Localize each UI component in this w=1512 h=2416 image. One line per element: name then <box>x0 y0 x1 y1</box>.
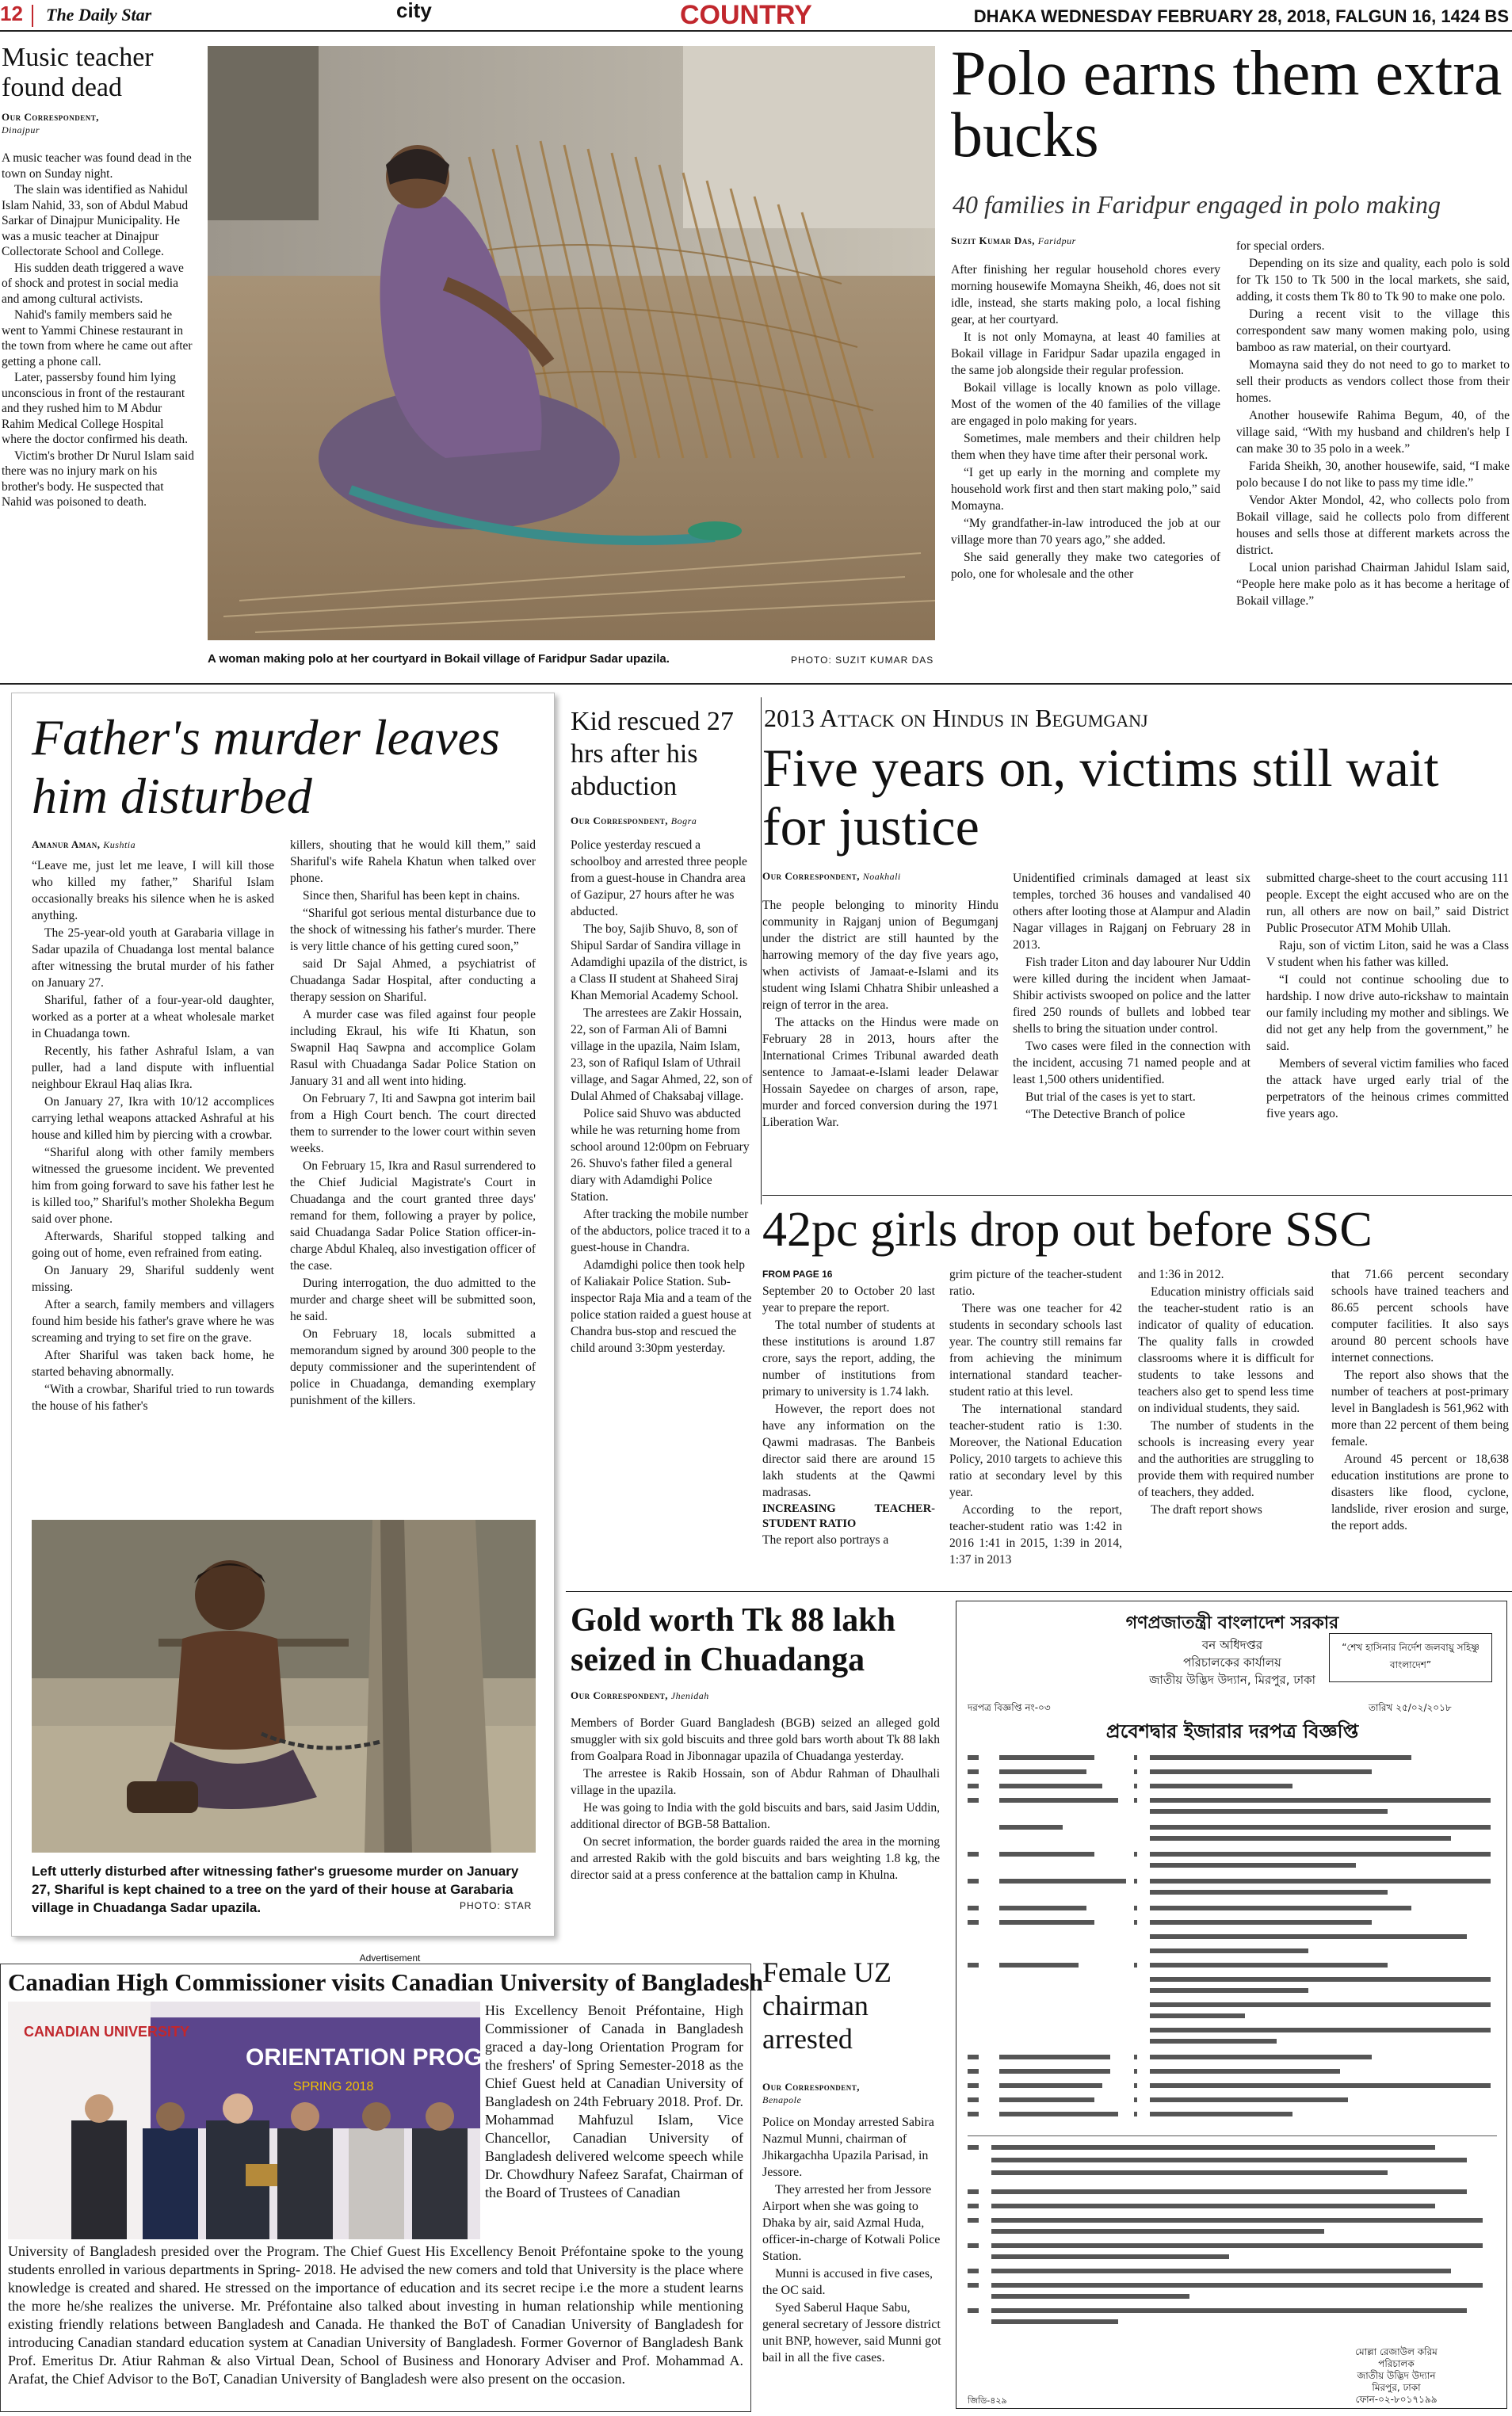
tender-signer-office: জাতীয় উদ্ভিদ উদ্যান <box>1357 2370 1436 2381</box>
father-headline: Father's murder leaves him disturbed <box>32 709 500 824</box>
father-paragraph: On January 27, Ikra with 10/12 accomplices carrying lethal weapons attacked Ashraful at his house and killed him by piercing with a crowbar. <box>32 1095 274 1142</box>
father-col-1 <box>32 857 274 1415</box>
polo-col-2 <box>1236 238 1510 610</box>
ad-label: Advertisement <box>359 1952 421 1964</box>
tender-title: প্রবেশদ্বার ইজারার দরপত্র বিজ্ঞপ্তি <box>1105 1720 1359 1742</box>
girls-paragraph: that 71.66 percent secondary schools have trained teachers and 86.65 percent schools have computer facilities. It also says around 80 percent schools have internet connections. <box>1331 1268 1509 1364</box>
tender-date: তারিখ ২৫/০২/২০১৮ <box>1369 1702 1452 1713</box>
hindus-paragraph: Members of several victim families who faced the attack have urged early trial of the perpetrators of the heinous crimes committed five years ago. <box>1266 1057 1509 1120</box>
polo-paragraph: She said generally they make two categories of polo, one for wholesale and the other <box>951 551 1220 581</box>
father-paragraph: On February 15, Ikra and Rasul surrendered to the Chief Judicial Magistrate's Court in Chuadanga and the court granted three days' remand for them, following a prayer by police, said Chuadanga Sadar Police Station officer-in-charge Abdul Khaleq, also investigation officer of the case. <box>290 1159 536 1273</box>
tender-signer-place: মিরপুর, ঢাকা <box>1372 2382 1421 2393</box>
city-label: city <box>396 0 432 22</box>
music-paragraph: A music teacher was found dead in the town on Sunday night. <box>2 151 192 181</box>
girls-col-3 <box>1138 1266 1314 1519</box>
polo-paragraph: for special orders. <box>1236 239 1325 253</box>
kid-byline: Our Correspondent, Bogra <box>571 815 697 826</box>
father-caption: Left utterly disturbed after witnessing father's gruesome murder on January 27, Shariful is kept chained to a tree on the yard of their house at Garabaria village in Chuadanga Sadar upazila. <box>32 1864 519 1915</box>
page-number: 12 <box>0 2 23 25</box>
girls-paragraph: However, the report does not have any information on the Qawmi madrasas. The Banbeis director said there are around 15 lakh students at the Qawmi madrasas. <box>762 1403 935 1499</box>
music-byline: Our Correspondent, Dinajpur <box>2 111 100 135</box>
tender-code: জিডি-৪২৯ <box>968 2395 1007 2406</box>
polo-paragraph: It is not only Momayna, at least 40 families at Bokail village in Faridpur Sadar upazila engaged in the same job alongside their regular profession. <box>951 330 1220 377</box>
girls-paragraph: The number of students in the schools is increasing every year and the authorities are struggling to provide them with required number of teachers, they added. <box>1138 1419 1314 1499</box>
uz-paragraph: Munni is accused in five cases, the OC said. <box>762 2267 934 2297</box>
gold-rule <box>566 1591 1512 1592</box>
hindus-kicker: 2013 Attack on Hindus in Begumganj <box>764 704 1148 732</box>
polo-paragraph: Bokail village is locally known as polo village. Most of the women of the 40 families of the village are engaged in polo making for years. <box>951 381 1220 428</box>
polo-credit: PHOTO: SUZIT KUMAR DAS <box>791 655 934 666</box>
kid-paragraph: The boy, Sajib Shuvo, 8, son of Shipul Sardar of Sandira village in Adamdighi upazila of the district, is a Class II student at Shaheed Siraj Khan Memorial Academy School. <box>571 922 747 1002</box>
father-paragraph: During interrogation, the duo admitted to the murder and charge sheet will be submitted soon, he said. <box>290 1277 536 1323</box>
page-header <box>0 0 1512 32</box>
girls-paragraph: There was one teacher for 42 students in secondary schools last year. The country still remains far from achieving the minimum international standard teacher-student ratio at this level. <box>949 1302 1122 1399</box>
uz-byline: Our Correspondent, Benapole <box>762 2081 861 2105</box>
polo-headline: Polo earns them extra bucks <box>951 39 1502 170</box>
father-paragraph: “Leave me, just let me leave, I will kill those who killed my father,” Shariful Islam occasionally breaks his silence when he is asked anything. <box>32 859 274 922</box>
paper-name: The Daily Star <box>46 5 152 25</box>
father-paragraph: On February 7, Iti and Sawpna got interim bail from a High Court bench. The court directed them to surrender to the lower court within seven weeks. <box>290 1092 536 1155</box>
hindus-paragraph: Fish trader Liton and day labourer Nur Uddin were killed during the incident when Jamaat-Shibir activists swooped on police and the latter fired 250 rounds of bullets and lobbed tear shells to bring the situation under control. <box>1013 956 1250 1036</box>
hindus-paragraph: But trial of the cases is yet to start. <box>1025 1090 1196 1104</box>
hindus-paragraph: Raju, son of victim Liton, said he was a Class V student when his father was killed. <box>1266 939 1509 969</box>
girls-paragraph: The report also portrays a <box>762 1533 889 1547</box>
uz-headline: Female UZ chairman arrested <box>762 1956 892 2055</box>
uz-paragraph: They arrested her from Jessore Airport when she was going to Dhaka by air, said Azmal Huda, officer-in-charge of Kotwali Police Station. <box>762 2183 941 2263</box>
polo-caption: A woman making polo at her courtyard in Bokail village of Faridpur Sadar upazila. <box>208 652 670 666</box>
ad-body: University of Bangladesh presided over the Program. The Chief Guest His Excellency Benoit Préfontaine spoke to the young students enrolled in various departments in Spring- 2018. He advised the new comers and told that University is the place where knowledge is created and shared. He stressed on the importance of education and its secret recipe i.e the more a student learns the more he/she realizes the universe. Mr. Préfontaine also talked about investing in human relationship while mentioning existing friendly relations between Bangladesh and Canada. He thanked the BoT of Canadian University of Bangladesh for introducing Canadian standard education system at Canadian University of Bangladesh. Former Governor of Bangladesh Bank Prof. Emeritus Dr. Atiur Rahman & also Virtual Dean, School of Business and Honorary Adviser and Prof. Mohammad A. Arafat, the Chief Advisor to the BoT, Canadian University of Bangladesh were also present on the occasion. <box>8 2243 743 2387</box>
father-paragraph: Afterwards, Shariful stopped talking and going out of home, even refrained from eating. <box>32 1230 274 1260</box>
father-paragraph: After Shariful was taken back home, he started behaving abnormally. <box>32 1349 274 1379</box>
polo-paragraph: “I get up early in the morning and complete my household work first and then start making polo,” said Momayna. <box>951 466 1220 513</box>
gold-body <box>571 1715 940 1884</box>
father-paragraph: On January 29, Shariful suddenly went missing. <box>32 1264 274 1294</box>
music-paragraph: Later, passersby found him lying unconscious in front of the restaurant and they rushed him to M Abdur Rahim Medical College Hospital where the doctor confirmed his death. <box>2 371 188 446</box>
hindus-paragraph: submitted charge-sheet to the court accusing 111 people. Except the eight accused who are on the run, all others are now on bail,” said District Public Prosecutor ATM Mohib Ullah. <box>1266 872 1509 935</box>
uz-body <box>762 2114 946 2367</box>
tender-memo: দরপত্র বিজ্ঞপ্তি নং-০৩ <box>968 1702 1051 1713</box>
girls-col-2 <box>949 1266 1122 1569</box>
tender-signer-phone: ফোন-০২-৮০১৭১৯৯ <box>1355 2394 1438 2405</box>
music-paragraph: The slain was identified as Nahidul Islam Nahid, 33, son of Abdul Mabud Sarkar of Dinajpur Municipality. He was a music teacher at Dinajpur Collectorate School and College. <box>2 183 189 258</box>
tender-notice <box>956 1601 1507 2409</box>
polo-paragraph: Depending on its size and quality, each polo is sold for Tk 150 to Tk 500 in the local markets, she said, adding, it costs them Tk 80 to Tk 90 to make one polo. <box>1236 257 1510 303</box>
kid-paragraph: The arrestees are Zakir Hossain, 22, son of Farman Ali of Bamni village in the upazila, Naim Islam, 23, son of Rafiqul Islam of Uthrail village, and Sagar Ahmed, 22, son of Dulal Ahmed of Chaksabaj village. <box>571 1006 753 1103</box>
gold-paragraph: On secret information, the border guards raided the area in the morning and arrested Rakib with the gold biscuits and bars weighting 1.8 kg, the director said at a press conference at the battalion camp in Khulna. <box>571 1835 940 1882</box>
uz-paragraph: Syed Saberul Haque Sabu, general secretary of Jessore district unit BNP, however, said Munni got bail in all the five cases. <box>762 2301 941 2364</box>
hindus-col-1 <box>762 897 998 1132</box>
father-col-2 <box>290 837 536 1410</box>
kid-paragraph: Police yesterday rescued a schoolboy and arrested three people from a guest-house in Chandra area of Gazipur, 27 hours after he was abducted. <box>571 838 747 918</box>
girls-rule <box>762 1195 1512 1196</box>
girls-col-1 <box>762 1266 935 1549</box>
ad-photo <box>8 2002 537 2239</box>
uz-paragraph: Police on Monday arrested Sabira Nazmul Munni, chairman of Jhikargachha Upazila Parisad, in Jessore. <box>762 2116 934 2179</box>
girls-paragraph: According to the report, teacher-student ratio was 1:42 in 2016 1:41 in 2015, 1:39 in 2014, 1:37 in 2013 <box>949 1503 1122 1567</box>
father-paragraph: “Shariful got serious mental disturbance due to the shock of witnessing his father's murder. There is very little chance of his getting cured soon,” <box>290 906 536 953</box>
section-rule <box>0 683 1512 685</box>
girls-paragraph: and 1:36 in 2012. <box>1138 1268 1224 1281</box>
father-photo <box>32 1520 536 1853</box>
girls-subhead: INCREASING TEACHER-STUDENT RATIO <box>762 1502 935 1530</box>
polo-paragraph: During a recent visit to the village this correspondent saw many women making polo, using bamboo as raw material, on their courtyard. <box>1236 307 1510 354</box>
polo-paragraph: Local union parishad Chairman Jahidul Islam said, “People here make polo as it has become a heritage of Bokail village.” <box>1236 561 1510 608</box>
music-paragraph: His sudden death triggered a wave of shock and protest in social media and among cultural activists. <box>2 261 184 306</box>
gold-byline: Our Correspondent, Jhenidah <box>571 1689 709 1701</box>
father-paragraph: killers, shouting that he would kill them,” said Shariful's wife Rahela Khatun when talked over phone. <box>290 838 536 885</box>
father-paragraph: “With a crowbar, Shariful tried to run towards the house of his father's <box>32 1383 274 1413</box>
music-headline: Music teacher found dead <box>2 43 154 102</box>
girls-paragraph: Around 45 percent or 18,638 education institutions are prone to disasters like flood, cyclone, landslide, river erosion and surge, the report adds. <box>1331 1452 1509 1532</box>
father-paragraph: A murder case was filed against four people including Ekraul, his wife Iti Khatun, son Swapnil Haq Sawpna and accomplice Golam Rasul with Chuadanga Sadar Police Station on January 31 and all went into hiding. <box>290 1008 536 1088</box>
polo-paragraph: Vendor Akter Mondol, 42, who collects polo from Bokail village, said he collects polo from different houses and sells those at different markets across the district. <box>1236 494 1510 557</box>
father-paragraph: Recently, his father Ashraful Islam, a van puller, had a land dispute with influential neighbour Ekraul Haq alias Ikra. <box>32 1044 274 1091</box>
tender-signer: মোল্লা রেজাউল করিম <box>1355 2346 1438 2357</box>
tender-table <box>968 1752 1497 2180</box>
father-credit: PHOTO: STAR <box>460 1900 533 1911</box>
hindus-byline: Our Correspondent, Noakhali <box>762 870 901 882</box>
tender-govt: গণপ্রজাতন্ত্রী বাংলাদেশ সরকার <box>1125 1613 1339 1633</box>
hindus-paragraph: Two cases were filed in the connection with the incident, accusing 71 named people and at least 1,500 others unidentified. <box>1013 1040 1250 1086</box>
polo-paragraph: “My grandfather-in-law introduced the job at our village more than 70 years ago,” she added. <box>951 517 1220 547</box>
gold-headline: Gold worth Tk 88 lakh seized in Chuadanga <box>571 1602 896 1678</box>
polo-paragraph: After finishing her regular household chores every morning housewife Momayna Sheikh, 46, does not sit idle, instead, she starts making polo, a local fishing gear, at her courtyard. <box>951 263 1220 326</box>
girls-paragraph: Education ministry officials said the teacher-student ratio is an indicator of quality of education. The quality falls in crowded classrooms where it is difficult for students to take lessons and teachers also get to spend less time on individual students, they said. <box>1138 1285 1314 1415</box>
section-title: COUNTRY <box>680 0 812 30</box>
girls-from-page: FROM PAGE 16 <box>762 1269 833 1280</box>
girls-col-4 <box>1331 1266 1509 1535</box>
girls-headline: 42pc girls drop out before SSC <box>762 1203 1373 1257</box>
gold-paragraph: The arrestee is Rakib Hossain, son of Abdur Rahman of Dhaulhali village in the upazila. <box>571 1767 940 1797</box>
girls-paragraph: September 20 to October 20 last year to prepare the report. <box>762 1284 935 1315</box>
hindus-col-3 <box>1266 870 1509 1123</box>
tender-office: পরিচালকের কার্যালয় <box>1183 1655 1281 1670</box>
ad-headline: Canadian High Commissioner visits Canadian University of Bangladesh <box>8 1968 763 1996</box>
father-paragraph: “Shariful along with other family members witnessed the gruesome incident. We prevented him from going forward to save his father lest he is killed too,” Shariful's mother Sholekha Begum said over phone. <box>32 1146 274 1226</box>
polo-paragraph: Sometimes, male members and their children help them when they have time after their personal work. <box>951 432 1220 462</box>
gold-paragraph: He was going to India with the gold biscuits and bars, said Jasim Uddin, additional director of BGB-58 Battalion. <box>571 1801 940 1831</box>
tender-dept: বন অধিদপ্তর <box>1201 1638 1263 1652</box>
girls-paragraph: The report also shows that the number of teachers at post-primary level in Bangladesh is 561,962 with more than 22 percent of them being female. <box>1331 1368 1509 1448</box>
girls-paragraph: The total number of students at these institutions is around 1.87 crore, says the report, adding, the number of institutions from primary to university is 1.74 lakh. <box>762 1319 935 1399</box>
ad-body-right: His Excellency Benoit Préfontaine, High Commissioner of Canada in Bangladesh graced a day-long Orientation Program for the freshers' of Spring Semester-2018 as the Chief Guest held at Canadian University of Bangladesh on 24th February 2018. Prof. Dr. Mohammad Mahfuzul Islam, Vice Chancellor, Canadian University of Bangladesh delivered welcome speech while Dr. Chowdhury Nafeez Sarafat, Chairman of the Board of Trustees of Canadian <box>485 2002 743 2200</box>
girls-paragraph: The draft report shows <box>1151 1503 1262 1517</box>
tender-place: জাতীয় উদ্ভিদ উদ্যান, মিরপুর, ঢাকা <box>1149 1673 1315 1687</box>
kid-divider <box>761 697 762 1204</box>
kid-paragraph: Police said Shuvo was abducted while he was returning home from school around 12:00pm on February 26. Shuvo's father filed a general diary with Adamdighi Police Station. <box>571 1107 750 1204</box>
hindus-paragraph: Unidentified criminals damaged at least six temples, torched 36 houses and vandalised 40 others after looting those at Alampur and Aladin Nagar villages in Rajganj on February 28 in 2013. <box>1013 872 1250 952</box>
polo-paragraph: Farida Sheikh, 30, another housewife, said, “I make polo because I do not like to pass my time idle.” <box>1236 460 1510 490</box>
polo-byline: Suzit Kumar Das, Faridpur <box>951 235 1076 246</box>
hindus-paragraph: The people belonging to minority Hindu community in Rajganj union of Begumganj under the district are still haunted by the harrowing memory of the day five years ago, when activists of Jamaat-e-Islami and its student wing Islami Chhatra Shibir unleashed a reign of terror in the area. <box>762 899 998 1012</box>
kid-body <box>571 837 753 1357</box>
ad-photo-banner: ORIENTATION PROGRAM <box>246 2044 537 2071</box>
girls-paragraph: The international standard teacher-student ratio is 1:30. Moreover, the National Education Policy, 2010 targets to achieve this ratio at secondary level by this year. <box>949 1403 1122 1499</box>
polo-col-1 <box>951 261 1220 583</box>
music-paragraph: Nahid's family members said he went to Yammi Chinese restaurant in the town from where he came out after getting a phone call. <box>2 308 193 368</box>
hindus-paragraph: “The Detective Branch of police <box>1025 1108 1186 1121</box>
father-paragraph: After a search, family members and villagers found him beside his father's grave where he was screaming and trying to set fire on the grave. <box>32 1298 274 1345</box>
hindus-paragraph: “I could not continue schooling due to hardship. I now drive auto-rickshaw to maintain our family including my mother and siblings. We did not get any help from the government,” he said. <box>1266 973 1509 1053</box>
father-paragraph: Shariful, father of a four-year-old daughter, worked as a porter at a wheat wholesale market in Chuadanga town. <box>32 994 274 1040</box>
father-paragraph: On February 18, locals submitted a memorandum signed by around 300 people to the deputy commissioner and the superintendent of police in Chuadanga, demanding exemplary punishment of the killers. <box>290 1327 536 1407</box>
gold-paragraph: Members of Border Guard Bangladesh (BGB) seized an alleged gold smuggler with six gold biscuits and three gold bars worth about Tk 88 lakh from Goalpara Road in Jibonnagar upazila of Chuadanga yesterday. <box>571 1716 940 1763</box>
polo-paragraph: Momayna said they do not need to go to market to sell their products as vendors collect those from their homes. <box>1236 358 1510 405</box>
hindus-paragraph: The attacks on the Hindus were made on February 28 in 2013, hours after the International Crimes Tribunal awarded death sentence to Jamaat-e-Islami leader Delawar Hossain Sayedee on charges of arson, rape, murder and forced conversion during the 1971 Liberation War. <box>762 1016 998 1129</box>
header-divider <box>32 5 33 27</box>
father-byline: Amanur Aman, Kushtia <box>32 838 136 850</box>
tender-conditions <box>968 2188 1497 2330</box>
hindus-col-2 <box>1013 870 1250 1124</box>
ad-photo-sub: SPRING 2018 <box>293 2080 374 2093</box>
tender-signer-title: পরিচালক <box>1378 2358 1415 2369</box>
polo-photo <box>208 46 935 640</box>
kid-headline: Kid rescued 27 hrs after his abduction <box>571 707 734 801</box>
dateline: DHAKA WEDNESDAY FEBRUARY 28, 2018, FALGUN 16, 1424 BS <box>973 6 1509 26</box>
kid-paragraph: Adamdighi police then took help of Kaliakair Police Station. Sub-inspector Raja Mia and a team of the police station raided a guest house at Chandra bus-stop and rescued the child around 3:30pm yesterday. <box>571 1258 752 1355</box>
girls-paragraph: grim picture of the teacher-student ratio. <box>949 1268 1122 1298</box>
father-paragraph: The 25-year-old youth at Garabaria village in Sadar upazila of Chuadanga lost mental balance after witnessing the brutal murder of his father on January 27. <box>32 926 274 990</box>
father-paragraph: Since then, Shariful has been kept in chains. <box>303 889 521 903</box>
polo-subhead: 40 families in Faridpur engaged in polo making <box>953 190 1441 219</box>
hindus-headline: Five years on, victims still wait for justice <box>762 738 1439 857</box>
music-paragraph: Victim's brother Dr Nurul Islam said there was no injury mark on his brother's body. He suspected that Nahid was poisoned to death. <box>2 448 194 509</box>
tender-signature <box>1297 2346 1495 2406</box>
kid-paragraph: After tracking the mobile number of the abductors, police traced it to a guest-house in Chandra. <box>571 1208 750 1254</box>
father-paragraph: said Dr Sajal Ahmed, a psychiatrist of Chuadanga Sadar Hospital, after conducting a therapy session on Shariful. <box>290 957 536 1004</box>
music-body <box>2 151 197 511</box>
ad-photo-logo: CANADIAN UNIVERSITY <box>24 2024 190 2040</box>
tender-slogan: “শেখ হাসিনার নির্দেশ জলবায়ু সহিষ্ণু বাংলাদেশ” <box>1329 1633 1492 1682</box>
polo-paragraph: Another housewife Rahima Begum, 40, of the village said, “With my husband and children's help I can make 30 to 35 polo in a week.” <box>1236 409 1510 456</box>
